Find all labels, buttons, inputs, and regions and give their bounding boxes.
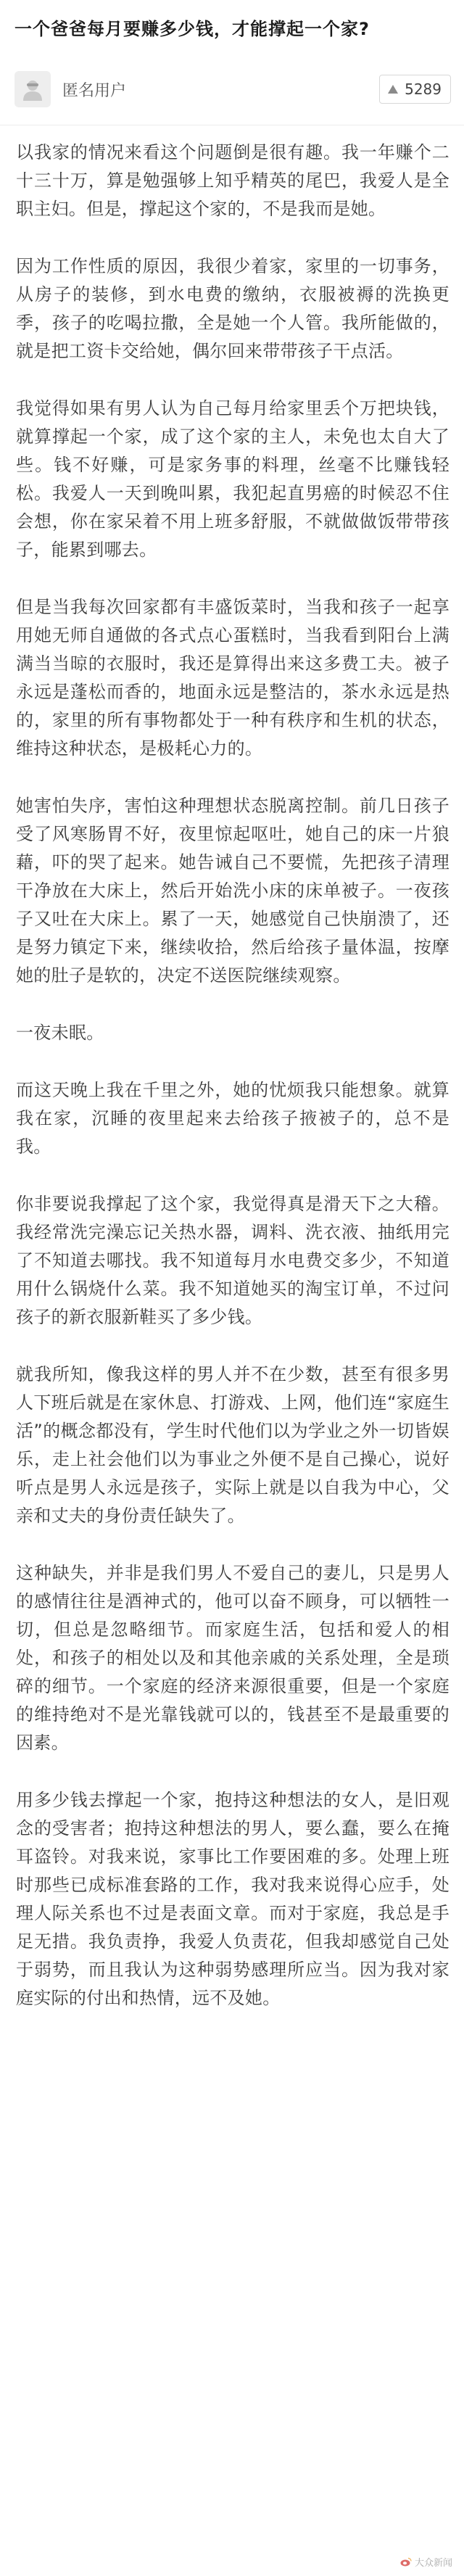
answer-body — [0, 125, 464, 2012]
question-header[interactable] — [0, 0, 464, 54]
answer-paragraph: 以我家的情况来看这个问题倒是很有趣。我一年赚个二十三十万，算是勉强够上知乎精英的尾巴，我爱人是全职主妇。但是，撑起这个家的，不是我而是她。 — [16, 142, 450, 219]
watermark-text: 大众新闻 — [414, 2558, 452, 2569]
author-name[interactable]: 匿名用户 — [62, 81, 127, 100]
answer-paragraph: 但是当我每次回家都有丰盛饭菜时，当我和孩子一起享用她无师自通做的各式点心蛋糕时，当我看到阳台上满满当当晾的衣服时，我还是算得出来这多费工夫。被子永远是蓬松而香的，地面永远是整洁的，茶水永远是热的，家里的所有事物都处于一种有秩序和生机的状态，维持这种状态，是极耗心力的。 — [16, 597, 450, 759]
upvote-arrow-icon — [387, 84, 399, 94]
answer-paragraph: 一夜未眠。 — [16, 1023, 104, 1043]
answer-paragraph: 而这天晚上我在千里之外，她的忧烦我只能想象。就算我在家，沉睡的夜里起来去给孩子掖被子的，总不是我。 — [16, 1080, 450, 1157]
vote-count: 5289 — [405, 80, 442, 98]
author-row — [0, 54, 464, 125]
anonymous-user-icon[interactable] — [14, 71, 51, 107]
watermark — [400, 2555, 452, 2569]
answer-paragraph: 我觉得如果有男人认为自己每月给家里丢个万把块钱，就算撑起一个家，成了这个家的主人，未免也太自大了些。钱不好赚，可是家务事的料理，丝毫不比赚钱轻松。我爱人一天到晚叫累，我犯起直男癌的时候忍不住会想，你在家呆着不用上班多舒服，不就做做饭带带孩子，能累到哪去。 — [16, 398, 450, 560]
answer-paragraph: 就我所知，像我这样的男人并不在少数，甚至有很多男人下班后就是在家休息、打游戏、上网，他们连“家庭生活”的概念都没有，学生时代他们以为学业之外一切皆娱乐，走上社会他们以为事业之外便不是自己操心，说好听点是男人永远是孩子，实际上就是以自我为中心，父亲和丈夫的身份责任缺失了。 — [16, 1364, 450, 1526]
answer-paragraph: 因为工作性质的原因，我很少着家，家里的一切事务，从房子的装修，到水电费的缴纳，衣服被褥的洗换更季，孩子的吃喝拉撒，全是她一个人管。我所能做的，就是把工资卡交给她，偶尔回来带带孩子干点活。 — [16, 256, 450, 361]
answer-paragraph: 用多少钱去撑起一个家，抱持这种想法的女人，是旧观念的受害者；抱持这种想法的男人，要么蠢，要么在掩耳盗铃。对我来说，家事比工作要困难的多。处理上班时那些已成标准套路的工作，我对我来说得心应手，处理人际关系也不过是表面文章。而对于家庭，我总是手足无措。我负责挣，我爱人负责花，但我却感觉自己处于弱势，而且我认为这种弱势感理所应当。因为我对家庭实际的付出和热情，远不及她。 — [16, 1790, 450, 2008]
upvote-button[interactable] — [379, 75, 451, 104]
question-title[interactable]: 一个爸爸每月要赚多少钱，才能撑起一个家? — [14, 18, 370, 39]
answer-paragraph: 她害怕失序，害怕这种理想状态脱离控制。前几日孩子受了风寒肠胃不好，夜里惊起呕吐，她自己的床一片狼藉，吓的哭了起来。她告诫自己不要慌，先把孩子清理干净放在大床上，然后开始洗小床的床单被子。一夜孩子又吐在大床上。累了一天，她感觉自己快崩溃了，还是努力镇定下来，继续收拾，然后给孩子量体温，按摩她的肚子是软的，决定不送医院继续观察。 — [16, 796, 450, 986]
answer-paragraph: 你非要说我撑起了这个家，我觉得真是滑天下之大稽。我经常洗完澡忘记关热水器，调料、洗衣液、抽纸用完了不知道去哪找。我不知道每月水电费交多少，不知道用什么锅烧什么菜。我不知道她买的淘宝订单，不过问孩子的新衣服新鞋买了多少钱。 — [16, 1194, 450, 1327]
weibo-logo-icon — [400, 2557, 412, 2567]
answer-paragraph: 这种缺失，并非是我们男人不爱自己的妻儿，只是男人的感情往往是酒神式的，他可以奋不顾身，可以牺牲一切，但总是忽略细节。而家庭生活，包括和爱人的相处，和孩子的相处以及和其他亲戚的关系处理，全是琐碎的细节。一个家庭的经济来源很重要，但是一个家庭的维持绝对不是光靠钱就可以的，钱甚至不是最重要的因素。 — [16, 1563, 450, 1753]
